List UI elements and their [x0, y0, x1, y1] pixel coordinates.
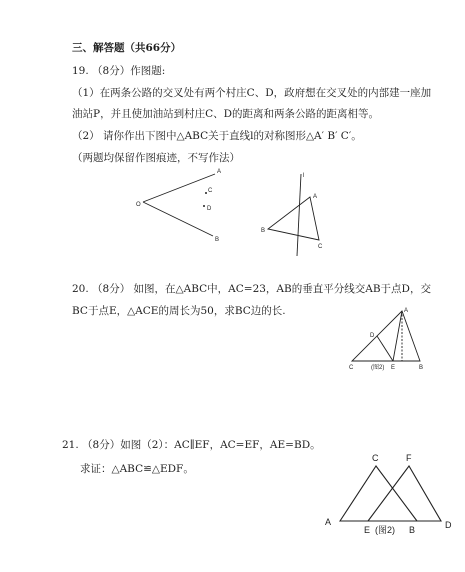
triangle-edf	[368, 466, 441, 521]
q19-part1-line2: 油站P，并且使加油站到村庄C、D的距离和两条公路的距离相等。	[72, 108, 380, 120]
q21-figure	[320, 447, 460, 547]
label-b: B	[215, 237, 220, 243]
figure-caption: (图2)	[371, 365, 385, 371]
point-d	[203, 205, 205, 207]
label-e: E	[391, 365, 396, 371]
q21-line1: 21. （8分）如图（2）：AC∥EF，AC=EF，AE=BD。	[62, 439, 321, 451]
label-c: C	[318, 244, 323, 250]
label-f: F	[406, 453, 412, 463]
label-l: l	[303, 173, 305, 179]
q19-note: （两题均保留作图痕迹，不写作法）	[72, 152, 240, 164]
label-b: B	[419, 365, 424, 371]
label-a: A	[313, 194, 318, 200]
label-b: B	[409, 525, 416, 535]
label-b: B	[261, 228, 266, 234]
label-c: C	[208, 188, 213, 194]
label-c: C	[349, 365, 354, 371]
label-c: C	[372, 453, 379, 463]
q20-line1: 20. （8分） 如图，在△ABC中，AC=23，AB的垂直平分线交AB于点D，交	[72, 283, 431, 295]
axis-line-l	[297, 174, 301, 256]
triangle-abc	[268, 197, 319, 240]
perpendicular-bisector-de	[377, 336, 393, 361]
triangle-abc	[352, 311, 420, 361]
angle-ray-upper	[143, 174, 215, 202]
label-d: D	[370, 333, 375, 339]
triangle-abc	[340, 466, 417, 521]
angle-ray-lower	[143, 202, 213, 236]
q19-angle-figure	[130, 160, 230, 250]
section-heading: 三、解答题（共66分）	[72, 42, 182, 54]
figure-caption: (图2)	[375, 525, 395, 535]
q19-part1-line1: （1）在两条公路的交叉处有两个村庄C、D，政府想在交叉处的内部建一座加	[72, 87, 432, 99]
q21-line2: 求证：△ABC≌△EDF。	[80, 463, 194, 475]
label-a: A	[325, 517, 332, 527]
q19-reflection-figure	[255, 168, 335, 258]
q20-line2: BC于点E，△ACE的周长为50，求BC边的长.	[72, 305, 286, 317]
label-d: D	[445, 520, 452, 530]
label-e: E	[364, 525, 371, 535]
q19-header: 19. （8分）作图题:	[72, 65, 166, 77]
label-o: O	[136, 202, 141, 208]
label-d: D	[207, 206, 212, 212]
q19-part2: （2） 请你作出下图中△ABC关于直线l的对称图形△A′ B′ C′。	[72, 130, 362, 142]
label-a: A	[404, 308, 409, 314]
q20-figure	[344, 305, 434, 375]
point-c	[205, 192, 207, 194]
label-a: A	[217, 169, 222, 175]
